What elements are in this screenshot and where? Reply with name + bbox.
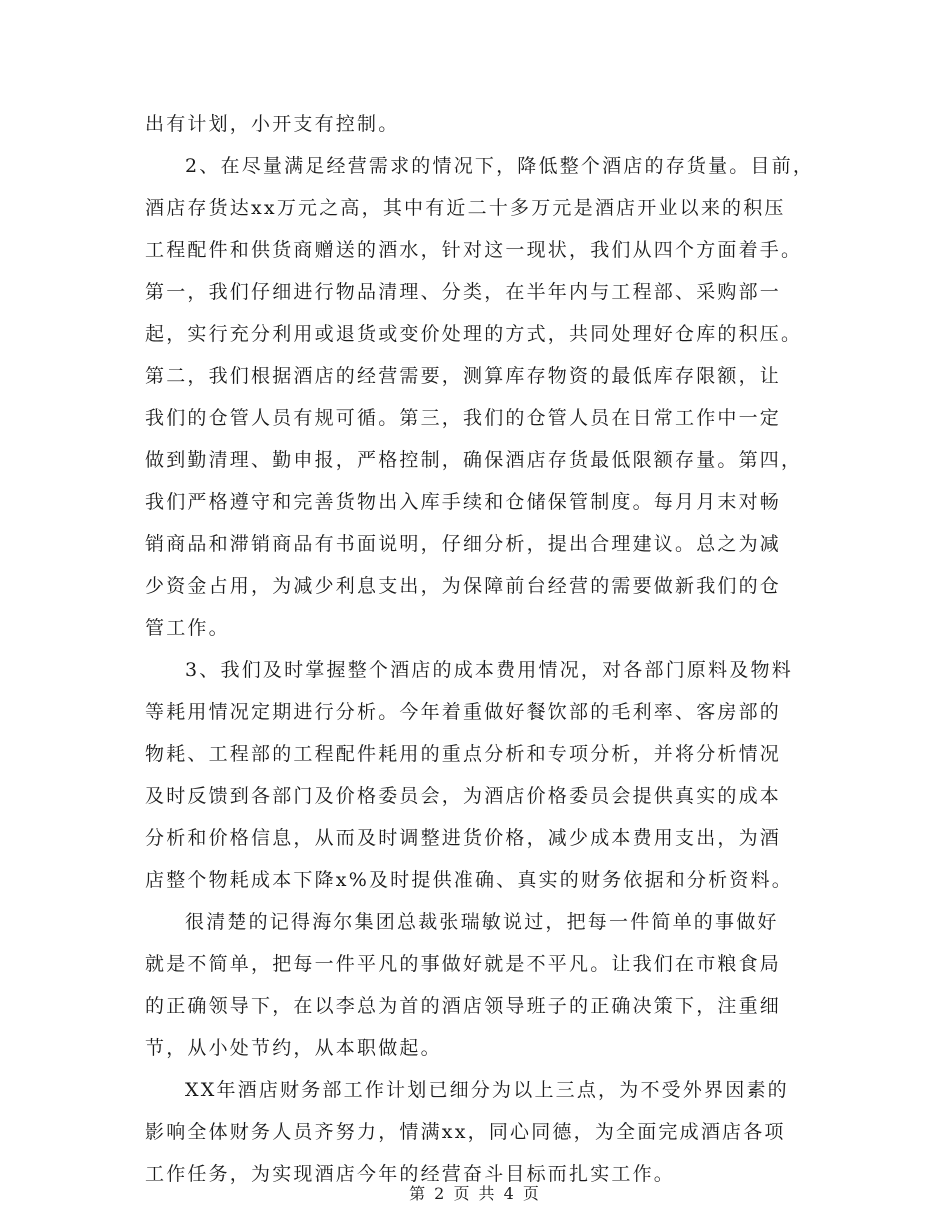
text-line: 管工作。 xyxy=(145,617,230,639)
text-line: 影响全体财务人员齐努力，情满xx，同心同德，为全面完成酒店各项 xyxy=(145,1121,786,1143)
text-line: 做到勤清理、勤申报，严格控制，确保酒店存货最低限额存量。第四， xyxy=(145,449,803,471)
text-line: 酒店存货达xx万元之高，其中有近二十多万元是酒店开业以来的积压 xyxy=(145,197,786,219)
text-line: 店整个物耗成本下降x%及时提供准确、真实的财务依据和分析资料。 xyxy=(145,869,793,891)
page-number-footer: 第 2 页 共 4 页 xyxy=(409,1184,541,1203)
text-line: 的正确领导下，在以李总为首的酒店领导班子的正确决策下，注重细 xyxy=(145,995,782,1017)
paragraph-first-line: 2、在尽量满足经营需求的情况下，降低整个酒店的存货量。目前， xyxy=(185,155,815,177)
text-line: 等耗用情况定期进行分析。今年着重做好餐饮部的毛利率、客房部的 xyxy=(145,701,782,723)
text-line: 起，实行充分利用或退货或变价处理的方式，共同处理好仓库的积压。 xyxy=(145,323,803,345)
paragraph-first-line: 3、我们及时掌握整个酒店的成本费用情况，对各部门原料及物料 xyxy=(185,659,793,681)
text-line: 我们严格遵守和完善货物出入库手续和仓储保管制度。每月月末对畅 xyxy=(145,491,782,513)
text-line: 第二，我们根据酒店的经营需要，测算库存物资的最低库存限额，让 xyxy=(145,365,782,387)
text-line: 节，从小处节约，从本职做起。 xyxy=(145,1037,442,1059)
text-line: 就是不简单，把每一件平凡的事做好就是不平凡。让我们在市粮食局 xyxy=(145,953,782,975)
text-line: 出有计划，小开支有控制。 xyxy=(145,113,400,135)
text-line: 少资金占用，为减少利息支出，为保障前台经营的需要做新我们的仓 xyxy=(145,575,782,597)
text-line: 销商品和滞销商品有书面说明，仔细分析，提出合理建议。总之为减 xyxy=(145,533,782,555)
text-line: 第一，我们仔细进行物品清理、分类，在半年内与工程部、采购部一 xyxy=(145,281,782,303)
text-line: 工程配件和供货商赠送的酒水，针对这一现状，我们从四个方面着手。 xyxy=(145,239,803,261)
paragraph-first-line: 很清楚的记得海尔集团总裁张瑞敏说过，把每一件简单的事做好 xyxy=(185,911,779,933)
text-line: 物耗、工程部的工程配件耗用的重点分析和专项分析，并将分析情况 xyxy=(145,743,782,765)
paragraph-first-line: XX年酒店财务部工作计划已细分为以上三点，为不受外界因素的 xyxy=(185,1079,789,1101)
text-line: 工作任务，为实现酒店今年的经营奋斗目标而扎实工作。 xyxy=(145,1163,676,1185)
text-line: 分析和价格信息，从而及时调整进货价格，减少成本费用支出，为酒 xyxy=(145,827,782,849)
text-line: 我们的仓管人员有规可循。第三，我们的仓管人员在日常工作中一定 xyxy=(145,407,782,429)
text-line: 及时反馈到各部门及价格委员会，为酒店价格委员会提供真实的成本 xyxy=(145,785,782,807)
